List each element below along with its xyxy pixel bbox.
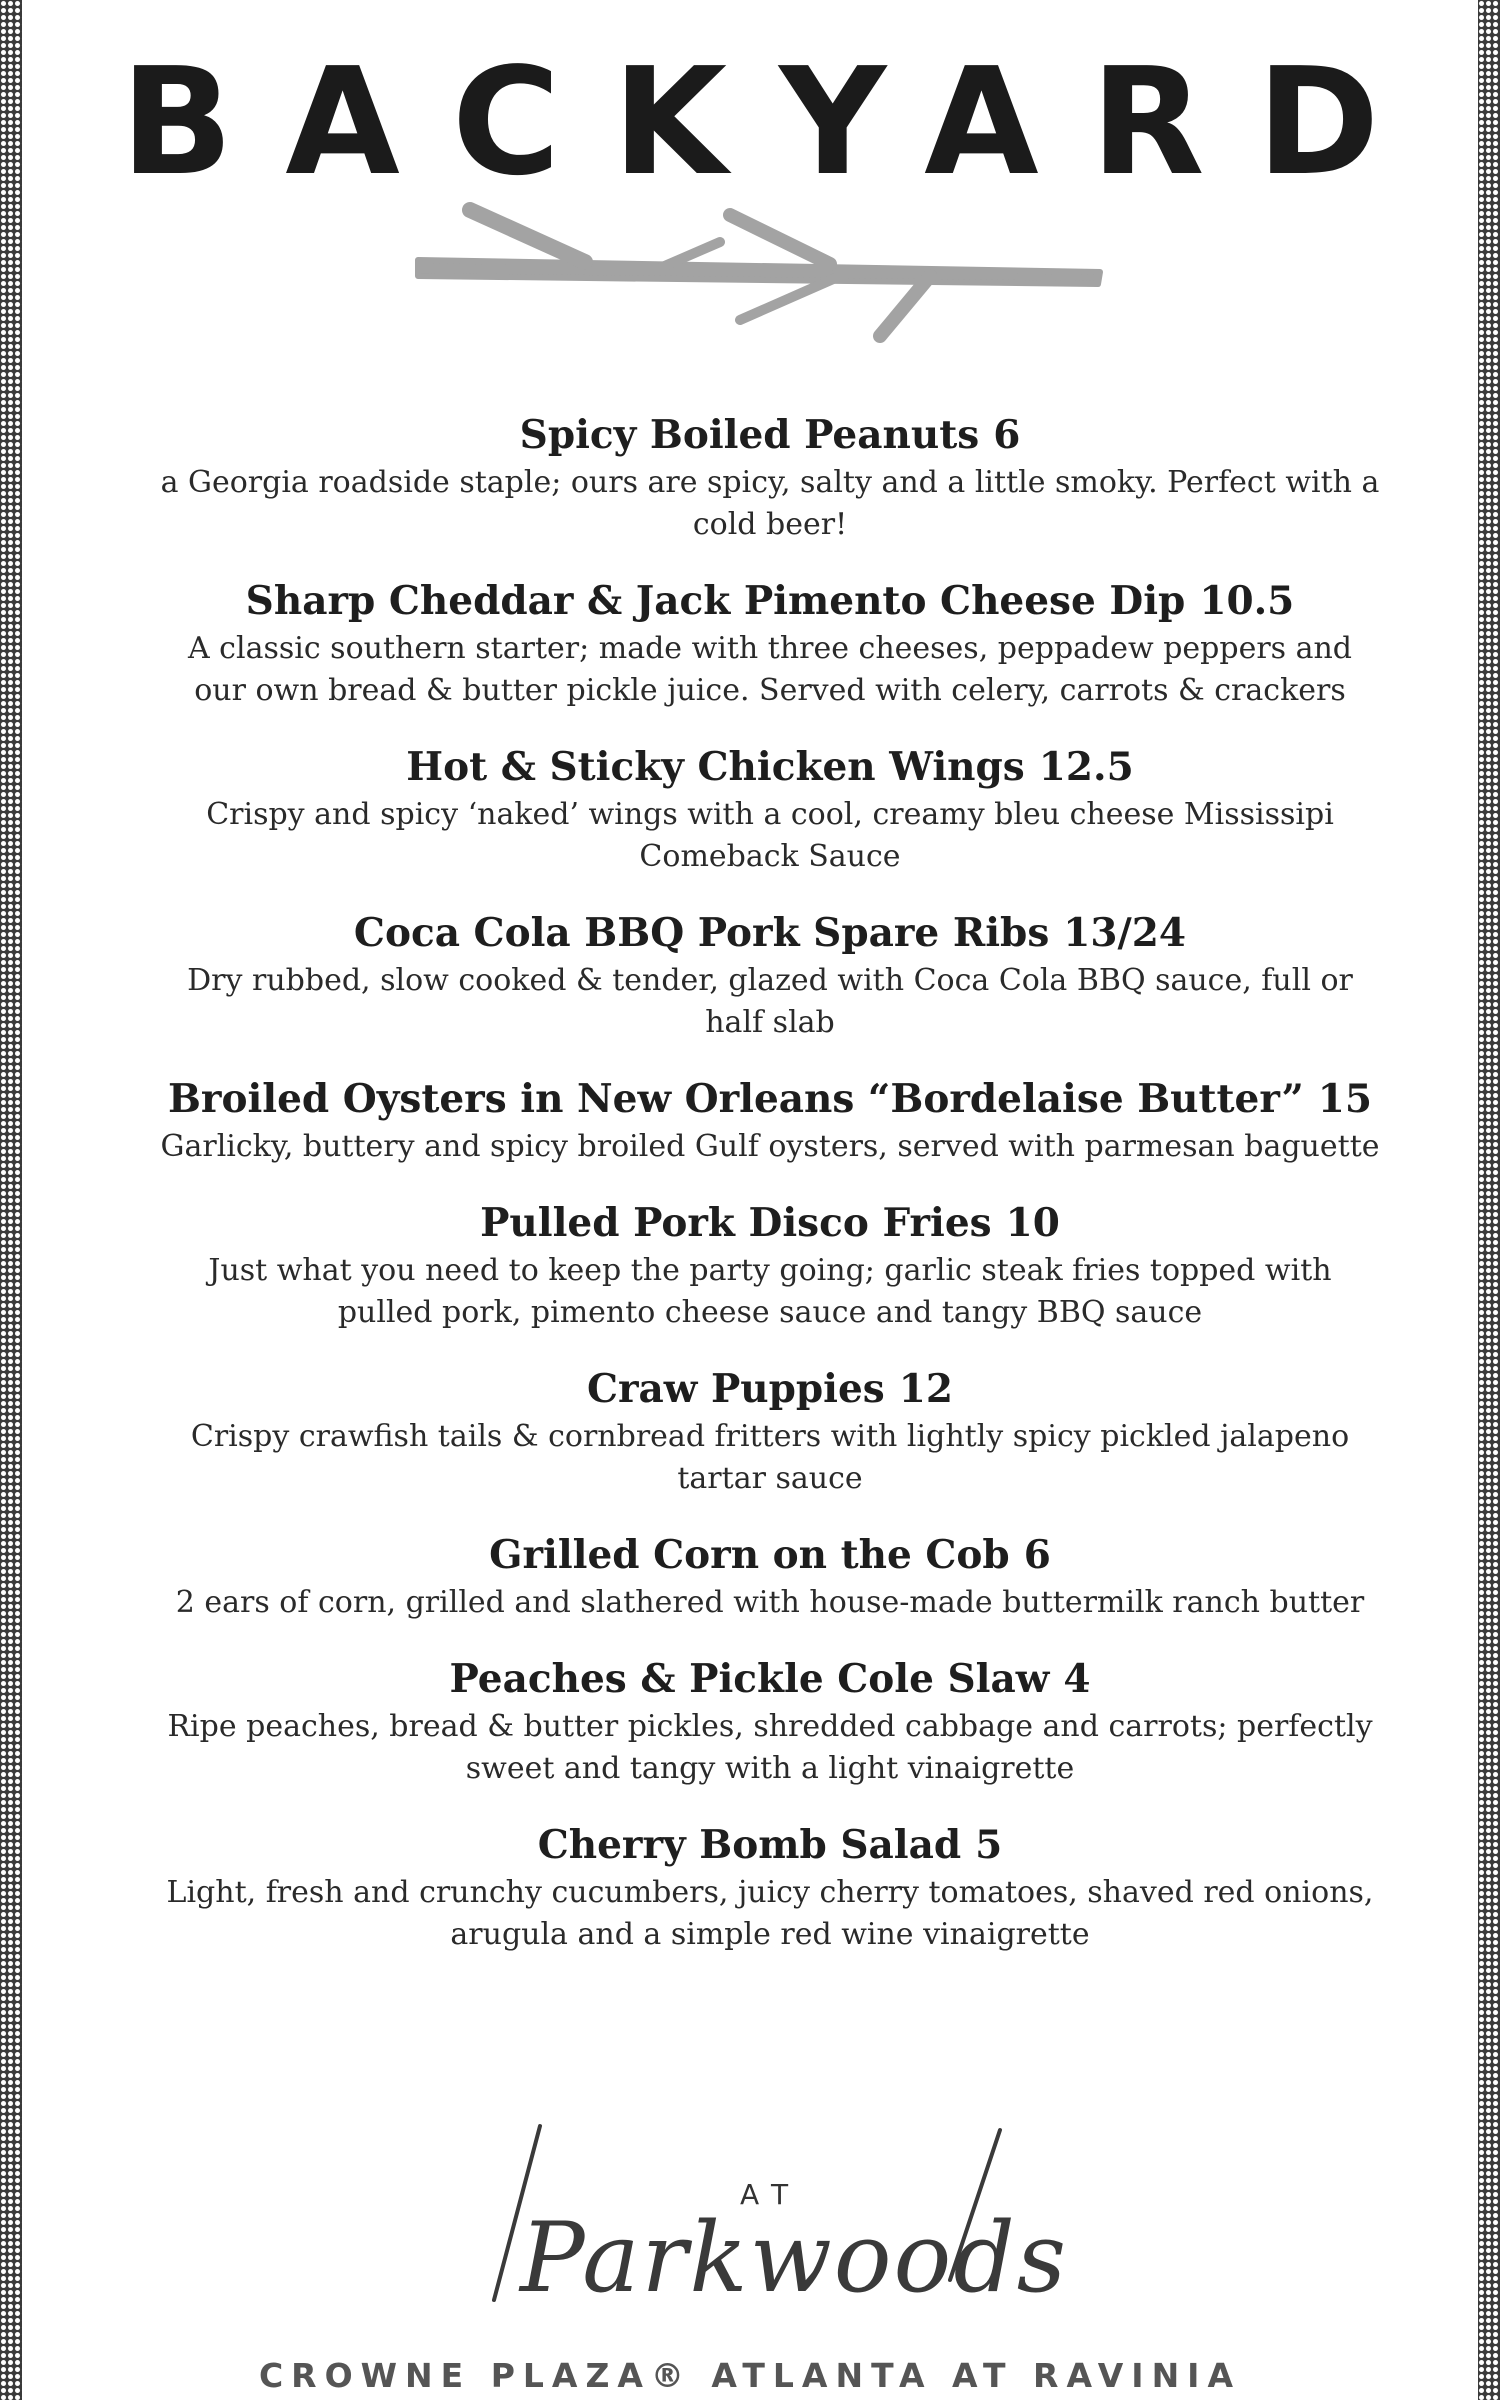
menu-item [160,1652,1380,1790]
menu-item [160,740,1380,878]
item-name: Cherry Bomb Salad [537,1822,962,1868]
footer-hotel-name: CROWNE PLAZA® ATLANTA AT RAVINIA [258,2356,1242,2395]
item-description: a Georgia roadside staple; ours are spicy, salty and a little smoky. Perfect with a cold beer! [160,465,1380,542]
item-description: Crispy and spicy ‘naked’ wings with a cool, creamy bleu cheese Mississipi Comeback Sauce [206,797,1334,874]
item-name: Sharp Cheddar & Jack Pimento Cheese Dip [245,578,1186,624]
item-description: Ripe peaches, bread & butter pickles, shredded cabbage and carrots; perfectly sweet and tangy with a light vinaigrette [167,1709,1373,1786]
menu-item [160,1528,1380,1624]
menu-list [160,408,1380,1984]
item-name: Coca Cola BBQ Pork Spare Ribs [353,910,1050,956]
left-dotted-border [0,0,22,2400]
tree-branch-icon [410,200,1110,350]
menu-item [160,1196,1380,1334]
item-price: 10.5 [1199,578,1295,624]
menu-title: BACKYARD [120,36,1432,208]
item-price: 12 [898,1366,954,1412]
item-price: 12.5 [1038,744,1134,790]
right-dotted-border [1478,0,1500,2400]
item-description: Garlicky, buttery and spicy broiled Gulf oysters, served with parmesan baguette [160,1129,1380,1164]
menu-item [160,906,1380,1044]
menu-item [160,408,1380,546]
item-name: Broiled Oysters in New Orleans “Bordelaise Butter” [167,1076,1304,1122]
menu-item [160,574,1380,712]
item-price: 5 [975,1822,1003,1868]
item-price: 15 [1317,1076,1373,1122]
item-description: Dry rubbed, slow cooked & tender, glazed with Coca Cola BBQ sauce, full or half slab [187,963,1353,1040]
item-name: Pulled Pork Disco Fries [480,1200,992,1246]
item-description: Crispy crawfish tails & cornbread fritters with lightly spicy pickled jalapeno tartar sauce [190,1419,1350,1496]
item-name: Hot & Sticky Chicken Wings [406,744,1025,790]
item-price: 6 [993,412,1021,458]
logo-name-text: Parkwoods [520,2202,1069,2314]
item-name: Spicy Boiled Peanuts [519,412,980,458]
menu-item [160,1362,1380,1500]
item-price: 10 [1005,1200,1060,1246]
item-name: Peaches & Pickle Cole Slaw [449,1656,1050,1702]
item-description: 2 ears of corn, grilled and slathered with house-made buttermilk ranch butter [175,1585,1365,1620]
item-price: 4 [1063,1656,1091,1702]
item-description: Light, fresh and crunchy cucumbers, juicy cherry tomatoes, shaved red onions, arugula and a simple red wine vinaigrette [166,1875,1374,1952]
item-price: 13/24 [1063,910,1187,956]
logo-at-text: AT [740,2178,803,2211]
item-description: A classic southern starter; made with three cheeses, peppadew peppers and our own bread & butter pickle juice. Served with celery, carrots & crackers [187,631,1353,708]
menu-item [160,1818,1380,1956]
item-price: 6 [1023,1532,1051,1578]
item-description: Just what you need to keep the party going; garlic steak fries topped with pulled pork, pimento cheese sauce and tangy BBQ sauce [208,1253,1332,1330]
item-name: Grilled Corn on the Cob [489,1532,1010,1578]
item-name: Craw Puppies [586,1366,885,1412]
menu-item [160,1072,1380,1168]
